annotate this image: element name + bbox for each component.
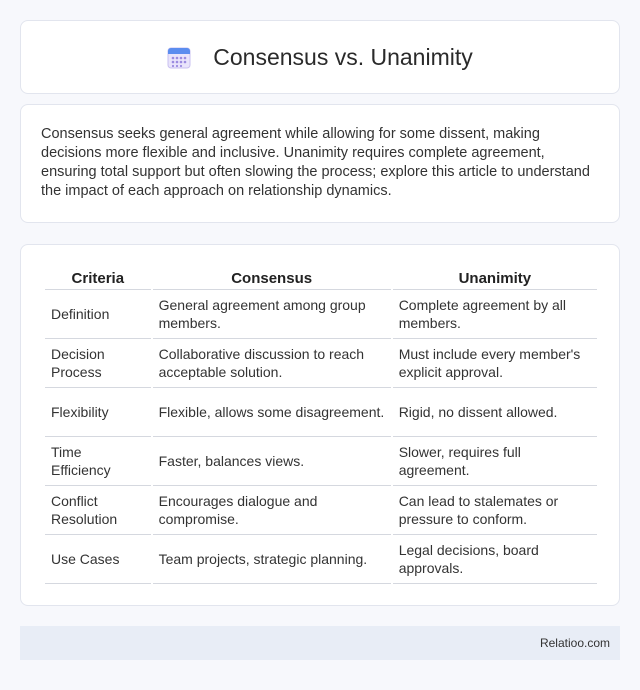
comparison-table [43, 265, 599, 584]
table-header-row [45, 265, 597, 290]
calendar-icon [167, 45, 191, 69]
unanimity-cell: Must include every member's explicit approval. [393, 339, 597, 388]
table-row [45, 388, 597, 437]
unanimity-cell: Slower, requires full agreement. [393, 437, 597, 486]
column-header-consensus: Consensus [153, 265, 391, 290]
consensus-cell: Collaborative discussion to reach acceptable solution. [153, 339, 391, 388]
consensus-cell: Encourages dialogue and compromise. [153, 486, 391, 535]
column-header-unanimity: Unanimity [393, 265, 597, 290]
column-header-criteria: Criteria [45, 265, 151, 290]
unanimity-cell: Complete agreement by all members. [393, 290, 597, 339]
unanimity-cell: Legal decisions, board approvals. [393, 535, 597, 584]
consensus-cell: Faster, balances views. [153, 437, 391, 486]
criteria-cell: Time Efficiency [45, 437, 151, 486]
intro-text: Consensus seeks general agreement while allowing for some dissent, making decisions more flexible and inclusive. Unanimity requires complete agreement, ensuring total support but often slowing the process; explore this article to understand the impact of each approach on relationship dynamics. [41, 126, 590, 199]
title-card [20, 20, 620, 94]
criteria-cell: Flexibility [45, 388, 151, 437]
criteria-cell: Definition [45, 290, 151, 339]
table-row [45, 339, 597, 388]
table-card [20, 244, 620, 606]
page-title: Consensus vs. Unanimity [213, 43, 473, 70]
criteria-cell: Decision Process [45, 339, 151, 388]
unanimity-cell: Can lead to stalemates or pressure to conform. [393, 486, 597, 535]
unanimity-cell: Rigid, no dissent allowed. [393, 388, 597, 437]
table-row [45, 290, 597, 339]
table-row [45, 486, 597, 535]
criteria-cell: Use Cases [45, 535, 151, 584]
consensus-cell: Flexible, allows some disagreement. [153, 388, 391, 437]
consensus-cell: Team projects, strategic planning. [153, 535, 391, 584]
footer [20, 626, 620, 660]
consensus-cell: General agreement among group members. [153, 290, 391, 339]
table-row [45, 437, 597, 486]
table-row [45, 535, 597, 584]
footer-brand: Relatioo.com [539, 636, 610, 650]
criteria-cell: Conflict Resolution [45, 486, 151, 535]
intro-card [20, 104, 620, 223]
